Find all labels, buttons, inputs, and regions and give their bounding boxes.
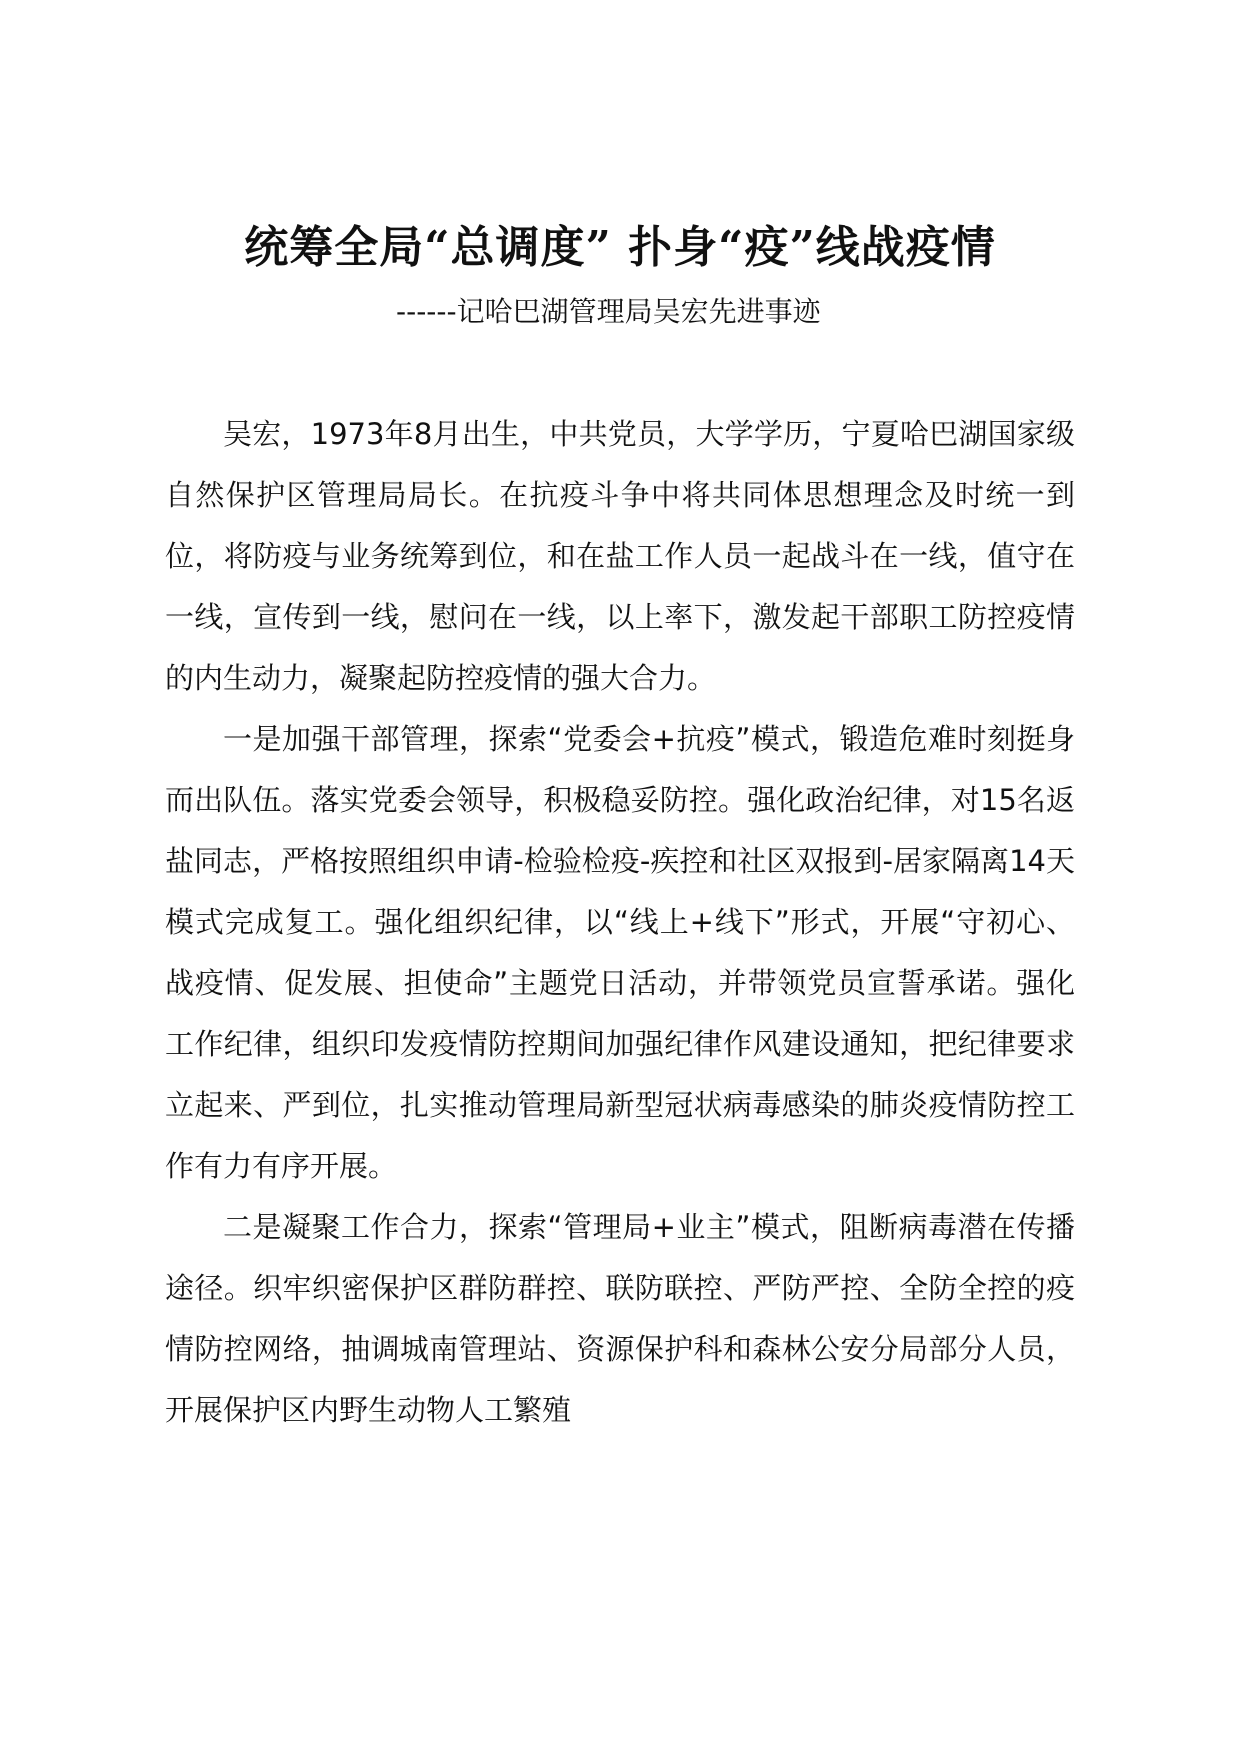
paragraph-cadre-management: 一是加强干部管理，探索“党委会+抗疫”模式，锻造危难时刻挺身而出队伍。落实党委会领导，积极稳妥防控。强化政治纪律，对15名返盐同志，严格按照组织申请-检验检疫-疾控和社区双报到-居家隔离14天模式完成复工。强化组织纪律，以“线上+线下”形式，开展“守初心、战疫情、促发展、担使命”主题党日活动，并带领党员宣誓承诺。强化工作纪律，组织印发疫情防控期间加强纪律作风建设通知，把纪律要求立起来、严到位，扎实推动管理局新型冠状病毒感染的肺炎疫情防控工作有力有序开展。 — [165, 722, 1075, 1183]
paragraph-work-synergy: 二是凝聚工作合力，探索“管理局+业主”模式，阻断病毒潜在传播途径。织牢织密保护区群防群控、联防联控、严防严控、全防全控的疫情防控网络，抽调城南管理站、资源保护科和森林公安分局部分人员，开展保护区内野生动物人工繁殖 — [165, 1210, 1075, 1427]
document-title: 统筹全局“总调度” 扑身“疫”线战疫情 — [244, 222, 996, 273]
document-body — [165, 404, 1075, 1441]
document-subtitle: ------记哈巴湖管理局吴宏先进事迹 — [396, 295, 821, 328]
paragraph-intro: 吴宏，1973年8月出生，中共党员，大学学历，宁夏哈巴湖国家级自然保护区管理局局长。在抗疫斗争中将共同体思想理念及时统一到位，将防疫与业务统筹到位，和在盐工作人员一起战斗在一线，值守在一线，宣传到一线，慰问在一线，以上率下，激发起干部职工防控疫情的内生动力，凝聚起防控疫情的强大合力。 — [165, 417, 1075, 695]
